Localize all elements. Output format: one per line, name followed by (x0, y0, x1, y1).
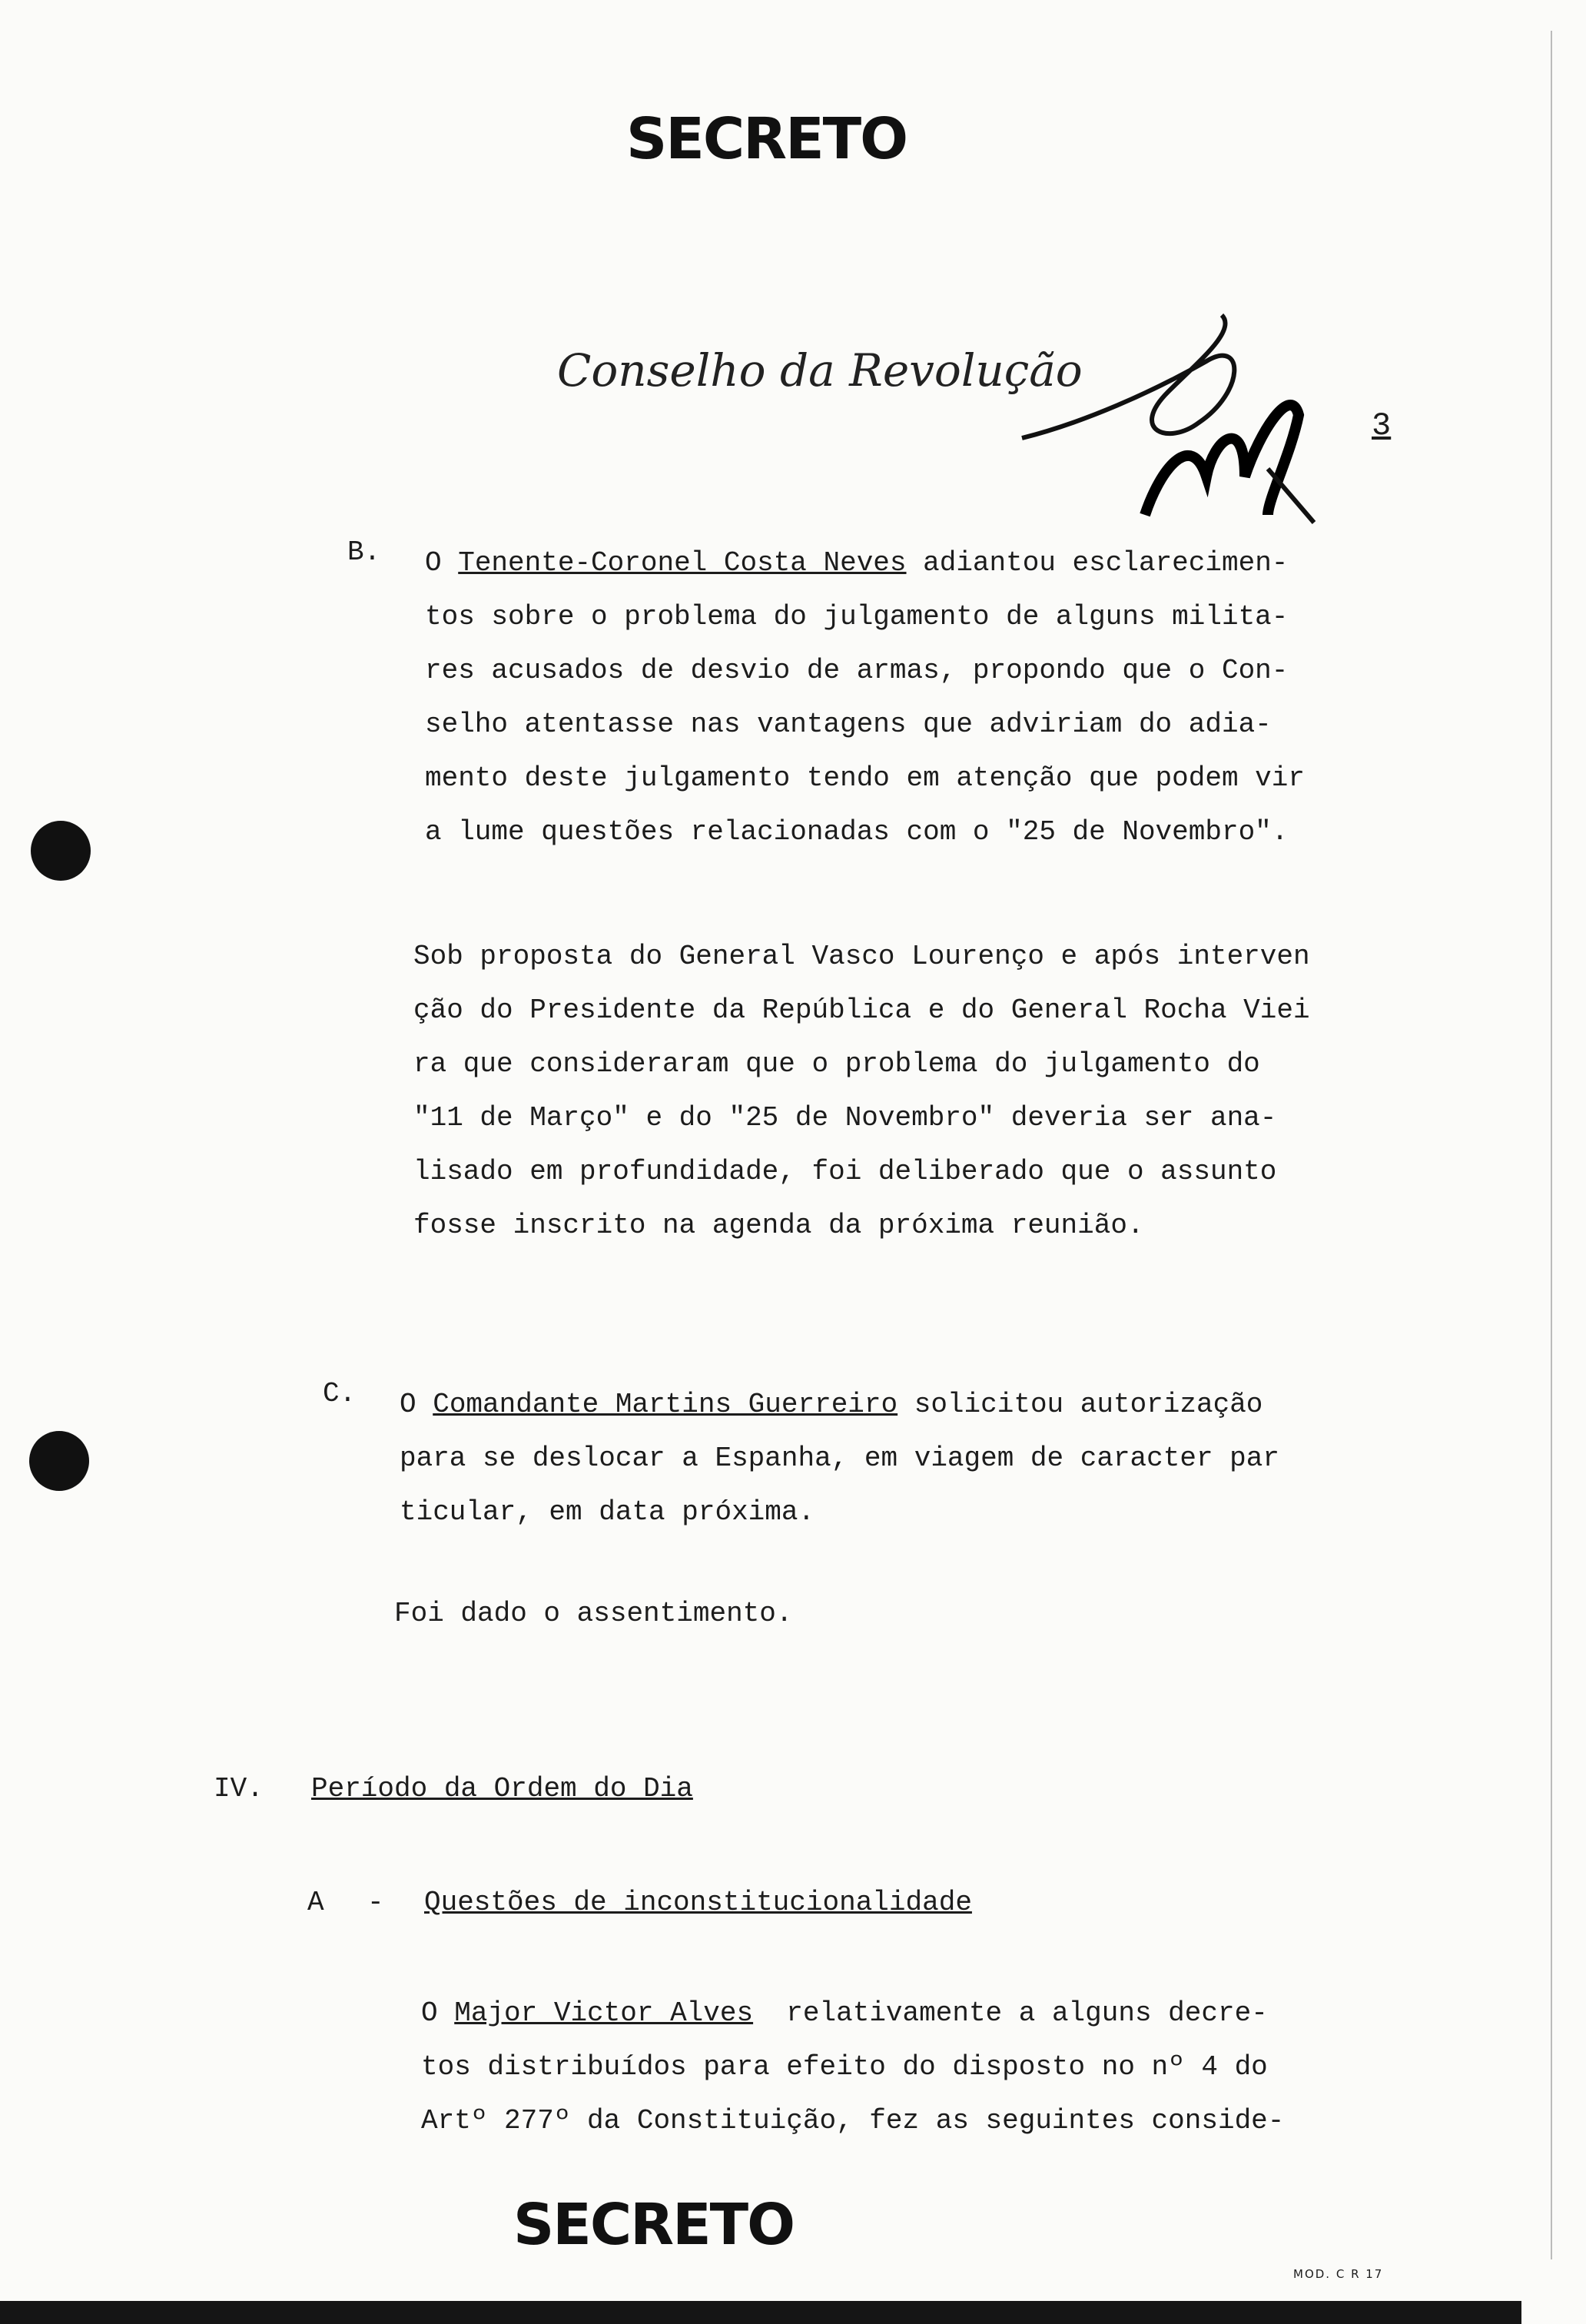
subsection-a-title: Questões de inconstitucionalidade (424, 1887, 972, 1918)
section-b-paragraph-1: O Tenente-Coronel Costa Neves adiantou esclarecimen- tos sobre o problema do julgamento de alguns milita- res acusados de desvio de armas, propondo que o Con- selho atentasse nas vantagens que adviriam do adia- mento deste julgamento tendo em atenção que podem vir a lume questões relacionadas com o "25 de Novembro". (425, 547, 1305, 848)
section-b-paragraph-2: Sob proposta do General Vasco Lourenço e após interven ção do Presidente da República e do General Rocha Viei ra que consideraram que o problema do julgamento do "11 de Março" e do "25 de Novembro" deveria ser ana- lisado em profundidade, foi deliberado que o assunto fosse inscrito na agenda da próxima reunião. (413, 941, 1310, 1241)
classification-stamp-bottom: SECRETO (513, 2192, 795, 2258)
section-c-label: C. (323, 1378, 357, 1409)
letterhead: Conselho da Revolução (557, 344, 1083, 397)
page-number: 3 (1372, 407, 1392, 444)
person-name: Comandante Martins Guerreiro (433, 1389, 898, 1420)
punch-hole (31, 821, 91, 881)
scan-bottom-edge (0, 2301, 1521, 2324)
classification-stamp-top: SECRETO (626, 106, 907, 172)
subsection-a-dash: - (367, 1887, 384, 1918)
section-c-paragraph-1: O Comandante Martins Guerreiro solicitou autorização para se deslocar a Espanha, em viagem de caracter par ticular, em data próxima. (400, 1389, 1279, 1528)
section-iv-label: IV. (214, 1773, 264, 1804)
subsection-a-paragraph: O Major Victor Alves relativamente a alguns decre- tos distribuídos para efeito do disposto no nº 4 do Artº 277º da Constituição, fez as seguintes conside- (421, 1997, 1285, 2136)
section-b-label: B. (347, 536, 381, 568)
punch-hole (29, 1431, 89, 1491)
page-edge-line (1551, 31, 1552, 2259)
person-name: Tenente-Coronel Costa Neves (458, 547, 907, 579)
handwritten-initials (1014, 300, 1337, 530)
subsection-a-label: A (307, 1887, 324, 1918)
person-name: Major Victor Alves (454, 1997, 754, 2029)
form-code: MOD. C R 17 (1293, 2267, 1384, 2281)
section-iv-title: Período da Ordem do Dia (311, 1773, 693, 1804)
section-c-paragraph-2: Foi dado o assentimento. (394, 1598, 793, 1629)
